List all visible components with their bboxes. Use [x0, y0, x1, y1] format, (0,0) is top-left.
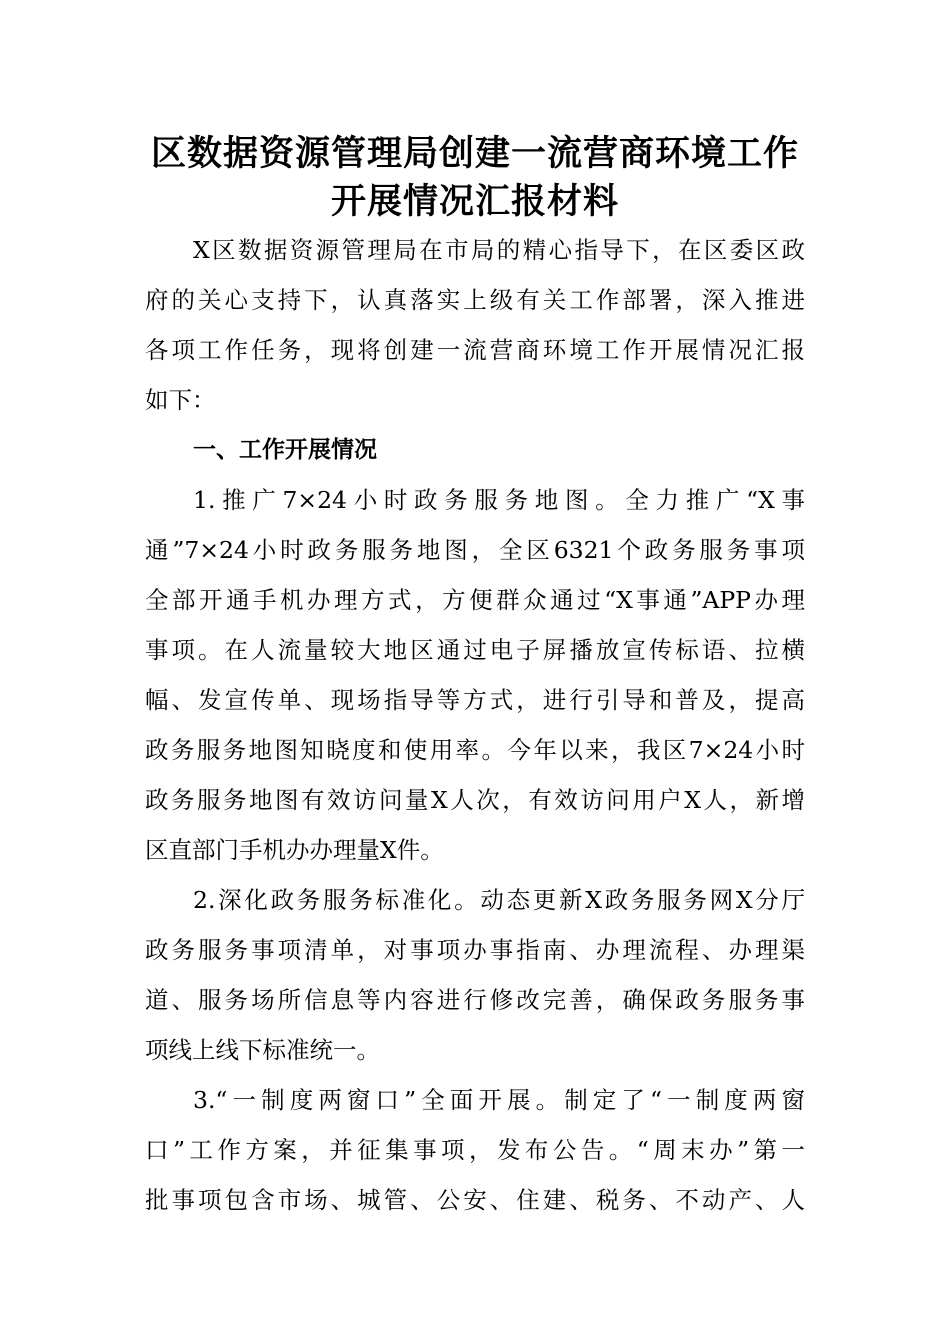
intro-line-4: 如下：: [145, 386, 216, 414]
intro-line-1: X区数据资源管理局在市局的精心指导下，在区委区政: [193, 236, 805, 264]
item1-line-7: 政务服务地图有效访问量X人次，有效访问用户X人，新增: [145, 786, 805, 814]
item1-line-3: 全部开通手机办理方式，方便群众通过“X事通”APP办理: [145, 586, 805, 614]
item1-line-8: 区直部门手机办办理量X件。: [145, 836, 444, 864]
item3-line-1: 3.“一制度两窗口”全面开展。制定了“一制度两窗: [193, 1086, 805, 1114]
section-heading: 一、工作开展情况: [193, 437, 377, 463]
document-title-line-2: 开展情况汇报材料: [330, 182, 619, 222]
item1-line-5: 幅、发宣传单、现场指导等方式，进行引导和普及，提高: [145, 686, 805, 714]
item2-line-2: 政务服务事项清单，对事项办事指南、办理流程、办理渠: [145, 936, 805, 964]
item3-line-3: 批事项包含市场、城管、公安、住建、税务、不动产、人: [145, 1186, 805, 1214]
item2-line-3: 道、服务场所信息等内容进行修改完善，确保政务服务事: [145, 986, 805, 1014]
intro-line-3: 各项工作任务，现将创建一流营商环境工作开展情况汇报: [145, 336, 805, 364]
item1-line-6: 政务服务地图知晓度和使用率。今年以来，我区7×24小时: [145, 736, 805, 764]
item2-line-1: 2.深化政务服务标准化。动态更新X政务服务网X分厅: [193, 886, 805, 914]
item1-line-4: 事项。在人流量较大地区通过电子屏播放宣传标语、拉横: [145, 636, 805, 664]
item2-line-4: 项线上线下标准统一。: [145, 1036, 380, 1064]
item1-line-2: 通”7×24小时政务服务地图，全区6321个政务服务事项: [145, 536, 805, 564]
item3-line-2: 口”工作方案，并征集事项，发布公告。“周末办”第一: [145, 1136, 805, 1164]
item1-line-1: 1.推广7×24小时政务服务地图。全力推广“X事: [193, 486, 805, 514]
document-title-line-1: 区数据资源管理局创建一流营商环境工作: [150, 134, 799, 174]
intro-line-2: 府的关心支持下，认真落实上级有关工作部署，深入推进: [145, 286, 805, 314]
